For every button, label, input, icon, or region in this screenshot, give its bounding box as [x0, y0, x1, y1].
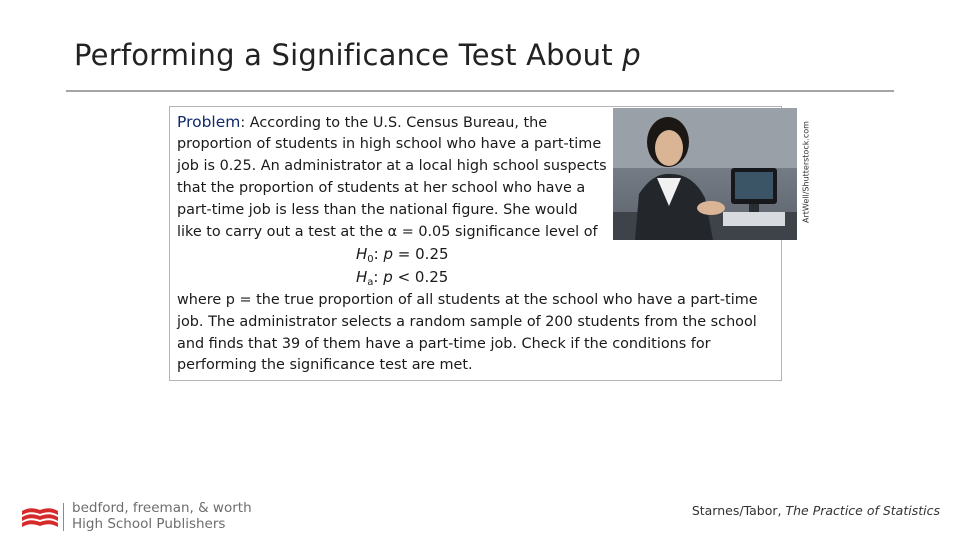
problem-line-3: job is 0.25. An administrator at a local high school suspects — [177, 158, 607, 174]
logo-divider — [63, 503, 64, 531]
footer-credit — [692, 503, 940, 518]
problem-line-8: job. The administrator selects a random sample of 200 students from the school — [177, 314, 757, 330]
photo-hands — [697, 201, 725, 215]
alternative-hypothesis: $H_a$: p < 0.25 — [356, 268, 449, 288]
problem-line-6: like to carry out a test at the α = 0.05 significance level of — [177, 224, 598, 240]
photo-credit: ArtWell/Shutterstock.com — [801, 121, 810, 223]
slide-title — [74, 38, 641, 72]
publisher-subtitle: High School Publishers — [72, 516, 226, 532]
problem-label: Problem — [177, 113, 241, 131]
publisher-logo-icon — [20, 503, 60, 529]
slide-title-text: Performing a Significance Test About — [74, 38, 613, 72]
null-hypothesis: $H_0$: p = 0.25 — [356, 245, 449, 265]
problem-line-5: part-time job is less than the national figure. She would — [177, 202, 578, 218]
problem-line-2: proportion of students in high school who have a part-time — [177, 136, 602, 152]
problem-line-10: performing the significance test are met. — [177, 357, 473, 373]
cashier-photo-illustration — [613, 108, 797, 240]
problem-line-9: and finds that 39 of them have a part-time job. Check if the conditions for — [177, 336, 711, 352]
title-divider — [66, 90, 894, 92]
problem-line-1: Problem: According to the U.S. Census Bureau, the — [177, 113, 548, 131]
photo-screen-glow — [735, 172, 773, 199]
cashier-photo — [613, 108, 797, 240]
publisher-name: bedford, freeman, & worth — [72, 500, 252, 516]
photo-face — [655, 130, 683, 166]
problem-line-4: that the proportion of students at her school who have a — [177, 180, 586, 196]
footer-book-title: The Practice of Statistics — [785, 503, 940, 518]
photo-register-base — [723, 212, 785, 226]
footer-authors: Starnes/Tabor, — [691, 503, 782, 518]
problem-line-7: where p = the true proportion of all students at the school who have a part-time — [177, 292, 758, 308]
slide-title-variable: p — [622, 38, 641, 72]
photo-background — [613, 108, 797, 168]
